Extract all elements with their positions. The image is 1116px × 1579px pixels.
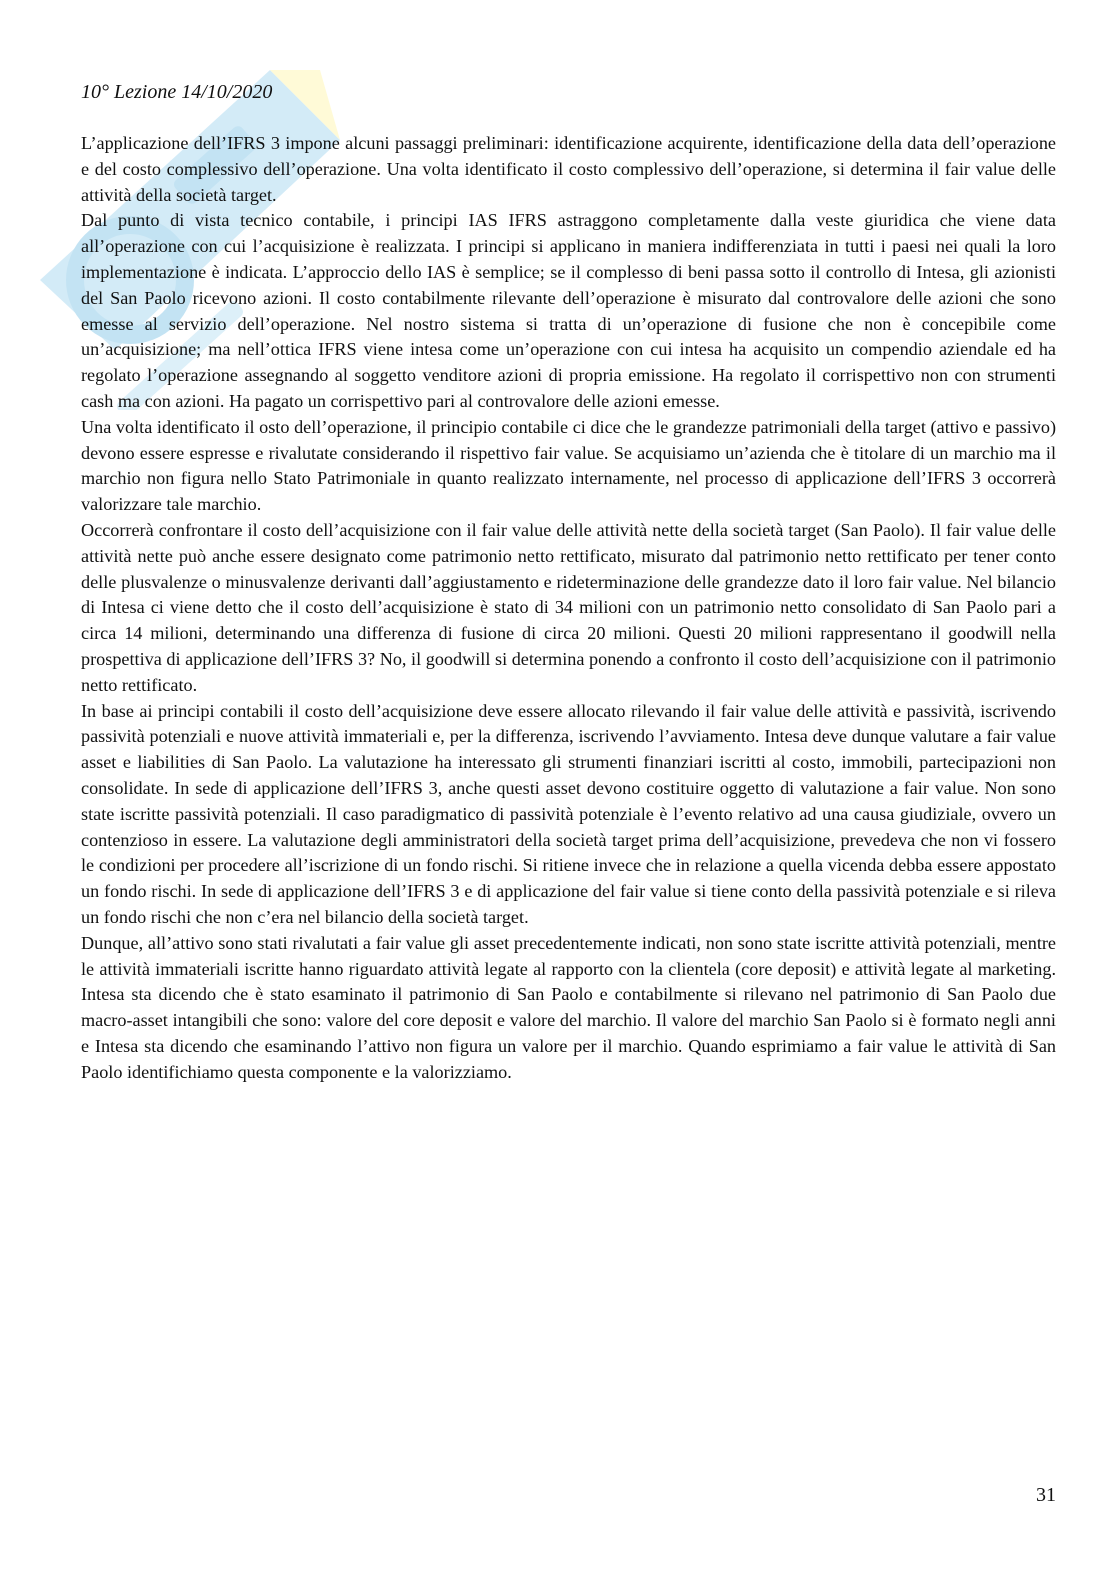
paragraph: L’applicazione dell’IFRS 3 impone alcuni passaggi preliminari: identificazione acquirente, identificazione della data dell’operazione e del costo complessivo dell’operazione. Una volta identificato il costo complessivo dell’operazione, si determina il fair value delle attività della società target. xyxy=(81,133,1056,205)
document-body xyxy=(81,131,1056,1085)
page-number: 31 xyxy=(1036,1484,1056,1506)
paragraph: Una volta identificato il osto dell’operazione, il principio contabile ci dice che le grandezze patrimoniali della target (attivo e passivo) devono essere espresse e rivalutate considerando il rispettivo fair value. Se acquisiamo un’azienda che è titolare di un marchio ma il marchio non figura nello Stato Patrimoniale in quanto realizzato internamente, nel processo di applicazione dell’IFRS 3 occorrerà valorizzare tale marchio. xyxy=(81,416,1056,515)
paragraph: In base ai principi contabili il costo dell’acquisizione deve essere allocato rilevando il fair value delle attività e passività, iscrivendo passività potenziali e nuove attività immateriali e, per la differenza, iscrivendo l’avviamento. Intesa deve dunque valutare a fair value asset e liabilities di San Paolo. La valutazione ha interessato gli strumenti finanziari iscritti al costo, immobili, partecipazioni non consolidate. In sede di applicazione dell’IFRS 3, anche questi asset devono costituire oggetto di valutazione a fair value. Non sono state iscritte passività potenziali. Il caso paradigmatico di passività potenziale è l’evento relativo ad una causa giudiziale, ovvero un contenzioso in essere. La valutazione degli amministratori della società target prima dell’acquisizione, prevedeva che non vi fossero le condizioni per procedere all’iscrizione di un fondo rischi. Si ritiene invece che in relazione a quella vicenda debba essere appostato un fondo rischi. In sede di applicazione dell’IFRS 3 e di applicazione del fair value si tiene conto della passività potenziale e si rileva un fondo rischi che non c’era nel bilancio della società target. xyxy=(81,700,1056,927)
paragraph: Dunque, all’attivo sono stati rivalutati a fair value gli asset precedentemente indicati, non sono state iscritte attività potenziali, mentre le attività immateriali iscritte hanno riguardato attività legate al rapporto con la clientela (core deposit) e attività legate al marketing. Intesa sta dicendo che è stato esaminato il patrimonio di San Paolo e contabilmente si rilevano nel patrimonio di San Paolo due macro-asset intangibili che sono: valore del core deposit e valore del marchio. Il valore del marchio San Paolo si è formato negli anni e Intesa sta dicendo che esaminando l’attivo non figura un valore per il marchio. Quando esprimiamo a fair value le attività di San Paolo identifichiamo questa componente e la valorizziamo. xyxy=(81,932,1056,1082)
paragraph: Dal punto di vista tecnico contabile, i principi IAS IFRS astraggono completamente dalla veste giuridica che viene data all’operazione con cui l’acquisizione è realizzata. I principi si applicano in maniera indifferenziata in tutti i paesi nei quali la loro implementazione è indicata. L’approccio dello IAS è semplice; se il complesso di beni passa sotto il controllo di Intesa, gli azionisti del San Paolo ricevono azioni. Il costo contabilmente rilevante dell’operazione è misurato dal controvalore delle azioni che sono emesse al servizio dell’operazione. Nel nostro sistema si tratta di un’operazione di fusione che non è concepibile come un’acquisizione; ma nell’ottica IFRS viene intesa come un’operazione con cui intesa ha acquisito un compendio aziendale ed ha regolato l’operazione assegnando al soggetto venditore azioni di propria emissione. Ha regolato il corrispettivo non con strumenti cash ma con azioni. Ha pagato un corrispettivo pari al controvalore delle azioni emesse. xyxy=(81,210,1056,411)
page-title: 10° Lezione 14/10/2020 xyxy=(81,81,273,103)
paragraph: Occorrerà confrontare il costo dell’acquisizione con il fair value delle attività nette della società target (San Paolo). Il fair value delle attività nette può anche essere designato come patrimonio netto rettificato, misurato dal patrimonio netto rettificato per tener conto delle plusvalenze o minusvalenze derivanti dall’aggiustamento e rideterminazione delle grandezze dato il loro fair value. Nel bilancio di Intesa ci viene detto che il costo dell’acquisizione è stato di 34 milioni con un patrimonio netto consolidato di San Paolo pari a circa 14 milioni, determinando una differenza di fusione di circa 20 milioni. Questi 20 milioni rappresentano il goodwill nella prospettiva di applicazione dell’IFRS 3? No, il goodwill si determina ponendo a confronto il costo dell’acquisizione con il patrimonio netto rettificato. xyxy=(81,519,1056,695)
